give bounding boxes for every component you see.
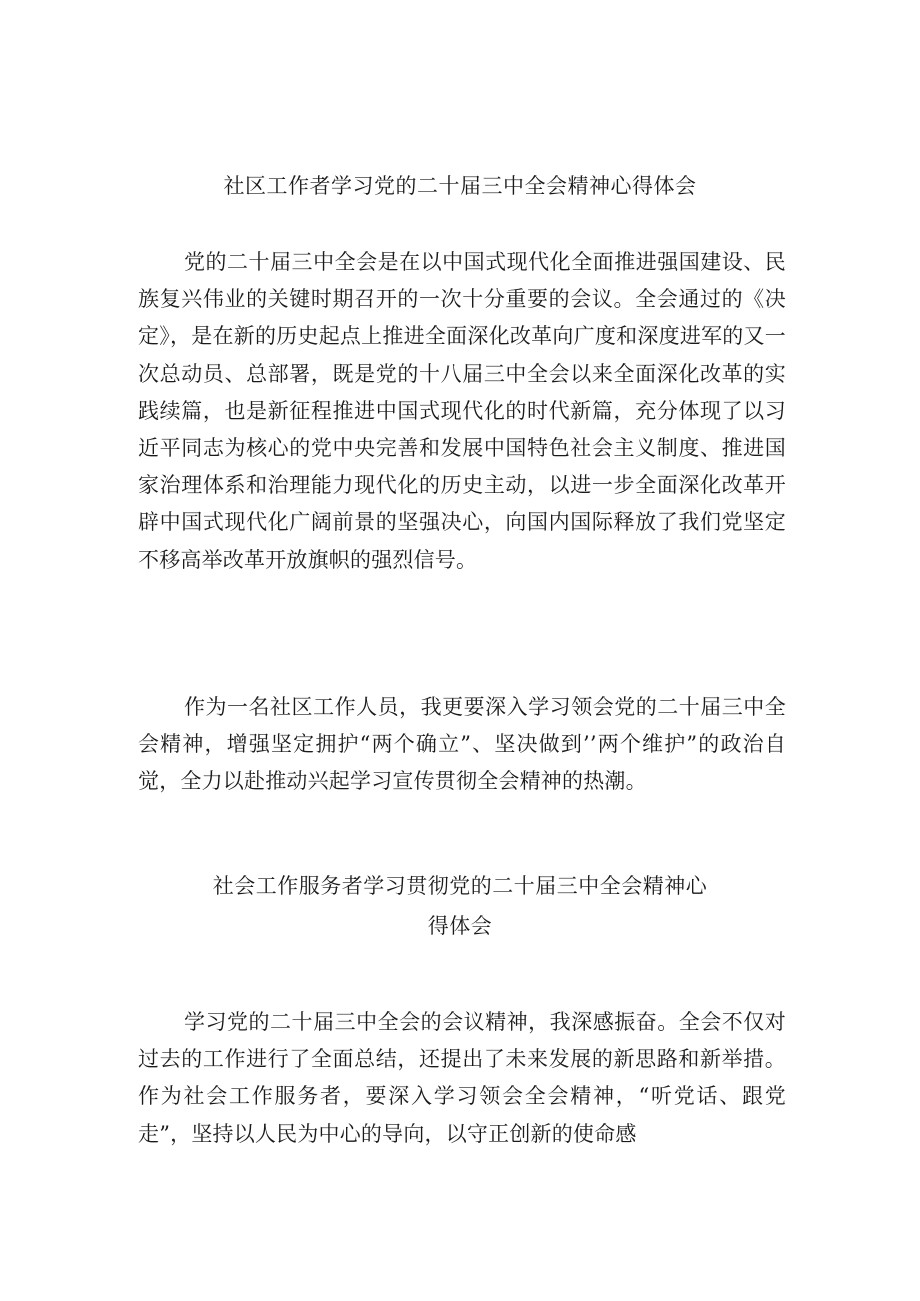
section-2-title-line-1: 社会工作服务者学习贯彻党的二十届三中全会精神心 — [212, 874, 708, 898]
section-1-paragraph-2: 作为一名社区工作人员，我更要深入学习领会党的二十届三中全会精神，增强坚定拥护“两个确立”、坚决做到’’两个维护”的政治自觉，全力以赴推动兴起学习宣传贯彻全会精神的热潮。 — [138, 695, 786, 794]
section-1-title: 社区工作者学习党的二十届三中全会精神心得体会 — [223, 174, 697, 198]
section-1-paragraph-1: 党的二十届三中全会是在以中国式现代化全面推进强国建设、民族复兴伟业的关键时期召开的一次十分重要的会议。全会通过的《决定》，是在新的历史起点上推进全面深化改革向广度和深度进军的又一次总动员、总部署，既是党的十八届三中全会以来全面深化改革的实践续篇，也是新征程推进中国式现代化的时代新篇，充分体现了以习近平同志为核心的党中央完善和发展中国特色社会主义制度、推进国家治理体系和治理能力现代化的历史主动，以进一步全面深化改革开辟中国式现代化广阔前景的坚强决心，向国内国际释放了我们党坚定不移高举改革开放旗帜的强烈信号。 — [138, 250, 786, 572]
section-2-title-line-2: 得体会 — [427, 914, 493, 938]
section-2-title — [138, 866, 782, 946]
section-2-paragraph-1: 学习党的二十届三中全会的会议精神，我深感振奋。全会不仅对过去的工作进行了全面总结，还提出了未来发展的新思路和新举措。作为社会工作服务者，要深入学习领会全会精神，“听党话、跟党走”，坚持以人民为中心的导向，以守正创新的使命感 — [138, 1010, 786, 1146]
